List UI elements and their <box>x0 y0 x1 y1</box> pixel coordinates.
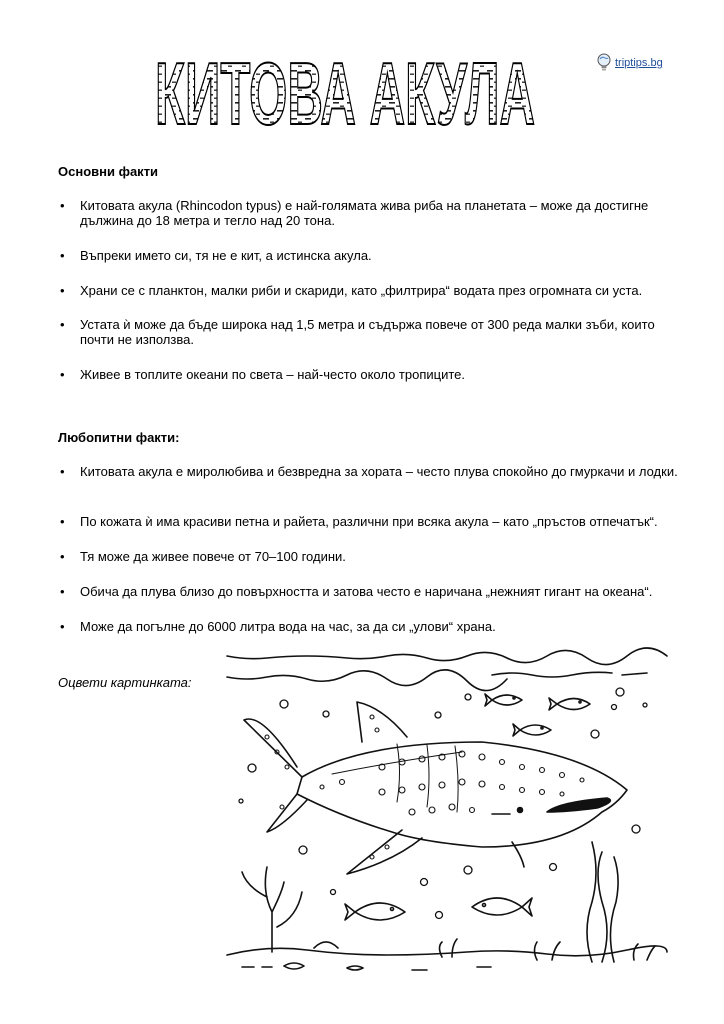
list-item: • По кожата ѝ има красиви петна и райета, различни при всяка акула – като „пръстов отпечатък“. <box>60 514 658 529</box>
lightbulb-globe-icon <box>596 53 612 73</box>
title-art <box>150 52 540 132</box>
list-item: • Живее в топлите океани по света – най-често около тропиците. <box>60 367 466 382</box>
logo[interactable] <box>596 53 663 73</box>
title-text: КИТОВА АКУЛА <box>155 52 535 132</box>
shark-spots <box>265 715 584 859</box>
seabed <box>227 946 667 956</box>
wave-line <box>227 648 667 665</box>
list-item: • Въпреки името си, тя не е кит, а истинска акула. <box>60 248 372 263</box>
fish-small <box>485 694 522 706</box>
fish-bottom <box>472 898 532 916</box>
section-heading-fun-facts: Любопитни факти: <box>58 430 180 445</box>
fish-small <box>549 698 590 710</box>
list-item: • Китовата акула (Rhincodon typus) е най-голямата жива риба на планетата – може да достигне дължина до 18 метра и тегло над 20 тона. <box>60 198 649 228</box>
list-item: • Устата ѝ може да бъде широка над 1,5 метра и съдържа повече от 300 реда малки зъби, които почти не използва. <box>60 317 655 347</box>
list-item: • Обича да плува близо до повърхността и затова често е наричана „нежният гигант на океана“. <box>60 584 653 599</box>
coloring-caption: Оцвети картинката: <box>58 675 192 690</box>
coloring-picture <box>222 642 680 982</box>
page-title <box>150 52 540 132</box>
list-item: • Може да погълне до 6000 литра вода на час, за да си „улови“ храна. <box>60 619 496 634</box>
list-item: • Храни се с планктон, малки риби и скариди, като „филтрира“ водата през огромната си уста. <box>60 283 643 298</box>
logo-link[interactable]: triptips.bg <box>615 57 663 69</box>
fish-small <box>513 724 551 736</box>
list-item: • Китовата акула е миролюбива и безвредна за хората – често плува спокойно до гмуркачи и лодки. <box>60 464 678 479</box>
fish-bottom <box>345 903 405 920</box>
whale-shark <box>244 702 627 874</box>
list-item: • Тя може да живее повече от 70–100 години. <box>60 549 346 564</box>
coral <box>242 842 655 962</box>
section-heading-basic-facts: Основни факти <box>58 164 159 179</box>
wave-line <box>227 670 647 691</box>
whale-shark-illustration <box>222 642 680 982</box>
